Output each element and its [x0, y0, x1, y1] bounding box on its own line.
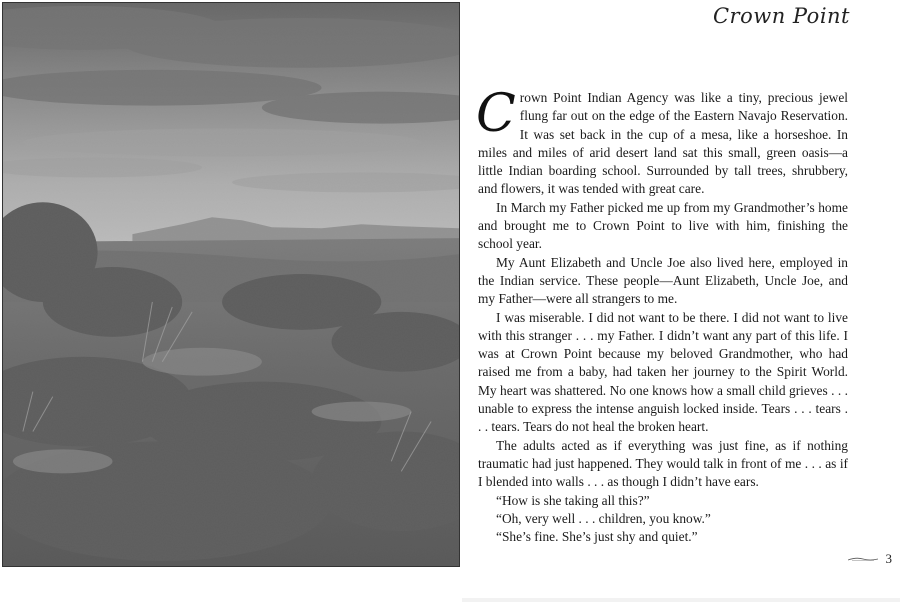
paragraph-3: My Aunt Elizabeth and Uncle Joe also lived here, employed in the Indian service. These people—Aunt Elizabeth, Uncle Joe, and my Father—were all strangers to me. — [478, 254, 848, 307]
page-footer — [848, 551, 893, 567]
page-number: 3 — [885, 551, 892, 566]
body-text — [476, 84, 848, 546]
drop-cap: C — [476, 84, 516, 144]
bottom-divider — [462, 598, 900, 602]
paragraph-2: In March my Father picked me up from my Grandmother’s home and brought me to Crown Point to live with him, finishing the school year. — [478, 199, 848, 252]
paragraph-5: The adults acted as if everything was just fine, as if nothing traumatic had just happened. They would talk in front of me . . . as if I blended into walls . . . as though I didn’t have ears. — [478, 437, 848, 490]
paragraph-1 — [476, 84, 848, 199]
ornament-icon — [848, 556, 878, 562]
landscape-illustration — [3, 3, 459, 566]
paragraph-6: “How is she taking all this?” — [496, 492, 650, 508]
paragraph-8: “She’s fine. She’s just shy and quiet.” — [496, 529, 698, 545]
paragraph-7: “Oh, very well . . . children, you know.” — [496, 510, 711, 526]
chapter-title: Crown Point — [712, 4, 850, 28]
paragraph-1-text: rown Point Indian Agency was like a tiny, precious jewel flung far out on the edge of the Eastern Navajo Reservation. It was set back in the cup of a mesa, like a horseshoe. In miles and miles of arid desert land sat this small, green oasis—a little Indian boarding school. Surrounded by tall trees, shrubbery, and flowers, it was tended with great care. — [478, 90, 848, 197]
desert-landscape-photo — [2, 2, 460, 567]
paragraph-4: I was miserable. I did not want to be there. I did not want to live with this stranger . . . my Father. I didn’t want any part of this life. I was at Crown Point because my beloved Grandmother, who had raised me from a baby, had taken her journey to the Spirit World. My heart was shattered. No one knows how a small child grieves . . . unable to express the intense anguish locked inside. Tears . . . tears . . . tears. Tears do not heal the broken heart. — [478, 309, 848, 435]
